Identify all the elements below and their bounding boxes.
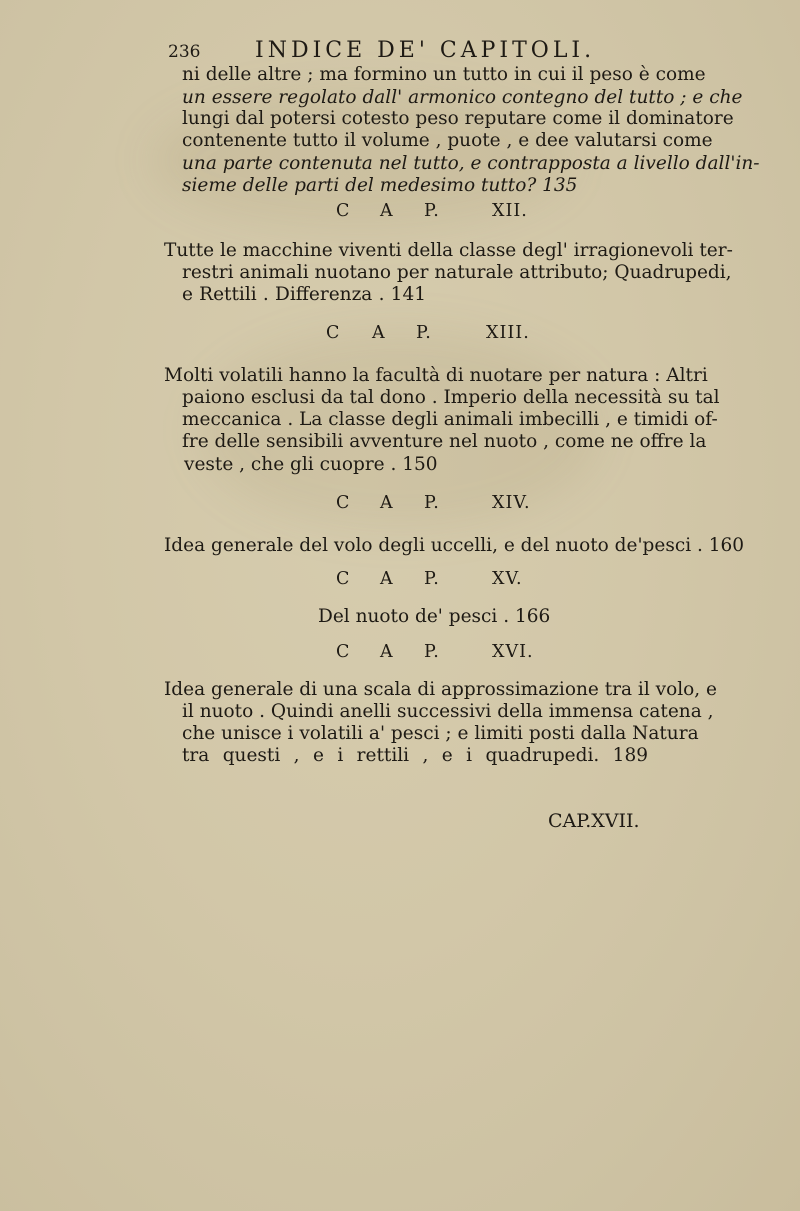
text-line: ni delle altre ; ma formino un tutto in cui il peso è come — [182, 64, 706, 85]
text-line: contenente tutto il volume , puote , e dee valutarsi come — [182, 130, 713, 151]
chapter-heading: C A P. XVI. — [336, 642, 534, 662]
text-line: tra questi , e i rettili , e i quadrupedi. 189 — [182, 745, 648, 766]
text-line: veste , che gli cuopre . 150 — [184, 454, 438, 475]
text-line: paiono esclusi da tal dono . Imperio della necessità su tal — [182, 387, 720, 408]
text-line: Molti volatili hanno la facultà di nuotare per natura : Altri — [164, 365, 708, 386]
page-title: INDICE DE' CAPITOLI. — [255, 38, 596, 63]
chapter-heading: C A P. XII. — [336, 201, 528, 221]
page-number: 236 — [168, 42, 201, 62]
chapter-heading: C A P. XV. — [336, 569, 523, 589]
text-line: e Rettili . Differenza . 141 — [182, 284, 426, 305]
text-line: fre delle sensibili avventure nel nuoto , come ne offre la — [182, 431, 707, 452]
text-line: restri animali nuotano per naturale attributo; Quadrupedi, — [182, 262, 732, 283]
text-line: un essere regolato dall' armonico contegno del tutto ; e che — [182, 87, 743, 108]
chapter-heading: C A P. XIII. — [326, 323, 530, 343]
text-line: Idea generale del volo degli uccelli, e del nuoto de'pesci . 160 — [164, 535, 745, 556]
chapter-heading: C A P. XIV. — [336, 493, 531, 513]
text-line: meccanica . La classe degli animali imbecilli , e timidi of- — [182, 409, 718, 430]
text-line: sieme delle parti del medesimo tutto? 135 — [182, 175, 578, 196]
text-line: Tutte le macchine viventi della classe degl' irragionevoli ter- — [164, 240, 733, 261]
text-line: che unisce i volatili a' pesci ; e limiti posti dalla Natura — [182, 723, 699, 744]
text-line: Del nuoto de' pesci . 166 — [318, 606, 551, 627]
text-line: una parte contenuta nel tutto, e contrapposta a livello dall'in- — [182, 153, 760, 174]
text-line: lungi dal potersi cotesto peso reputare come il dominatore — [182, 108, 734, 129]
text-line: Idea generale di una scala di approssimazione tra il volo, e — [164, 679, 717, 700]
catchword: CAP.XVII. — [548, 810, 640, 832]
text-line: il nuoto . Quindi anelli successivi della immensa catena , — [182, 701, 714, 722]
